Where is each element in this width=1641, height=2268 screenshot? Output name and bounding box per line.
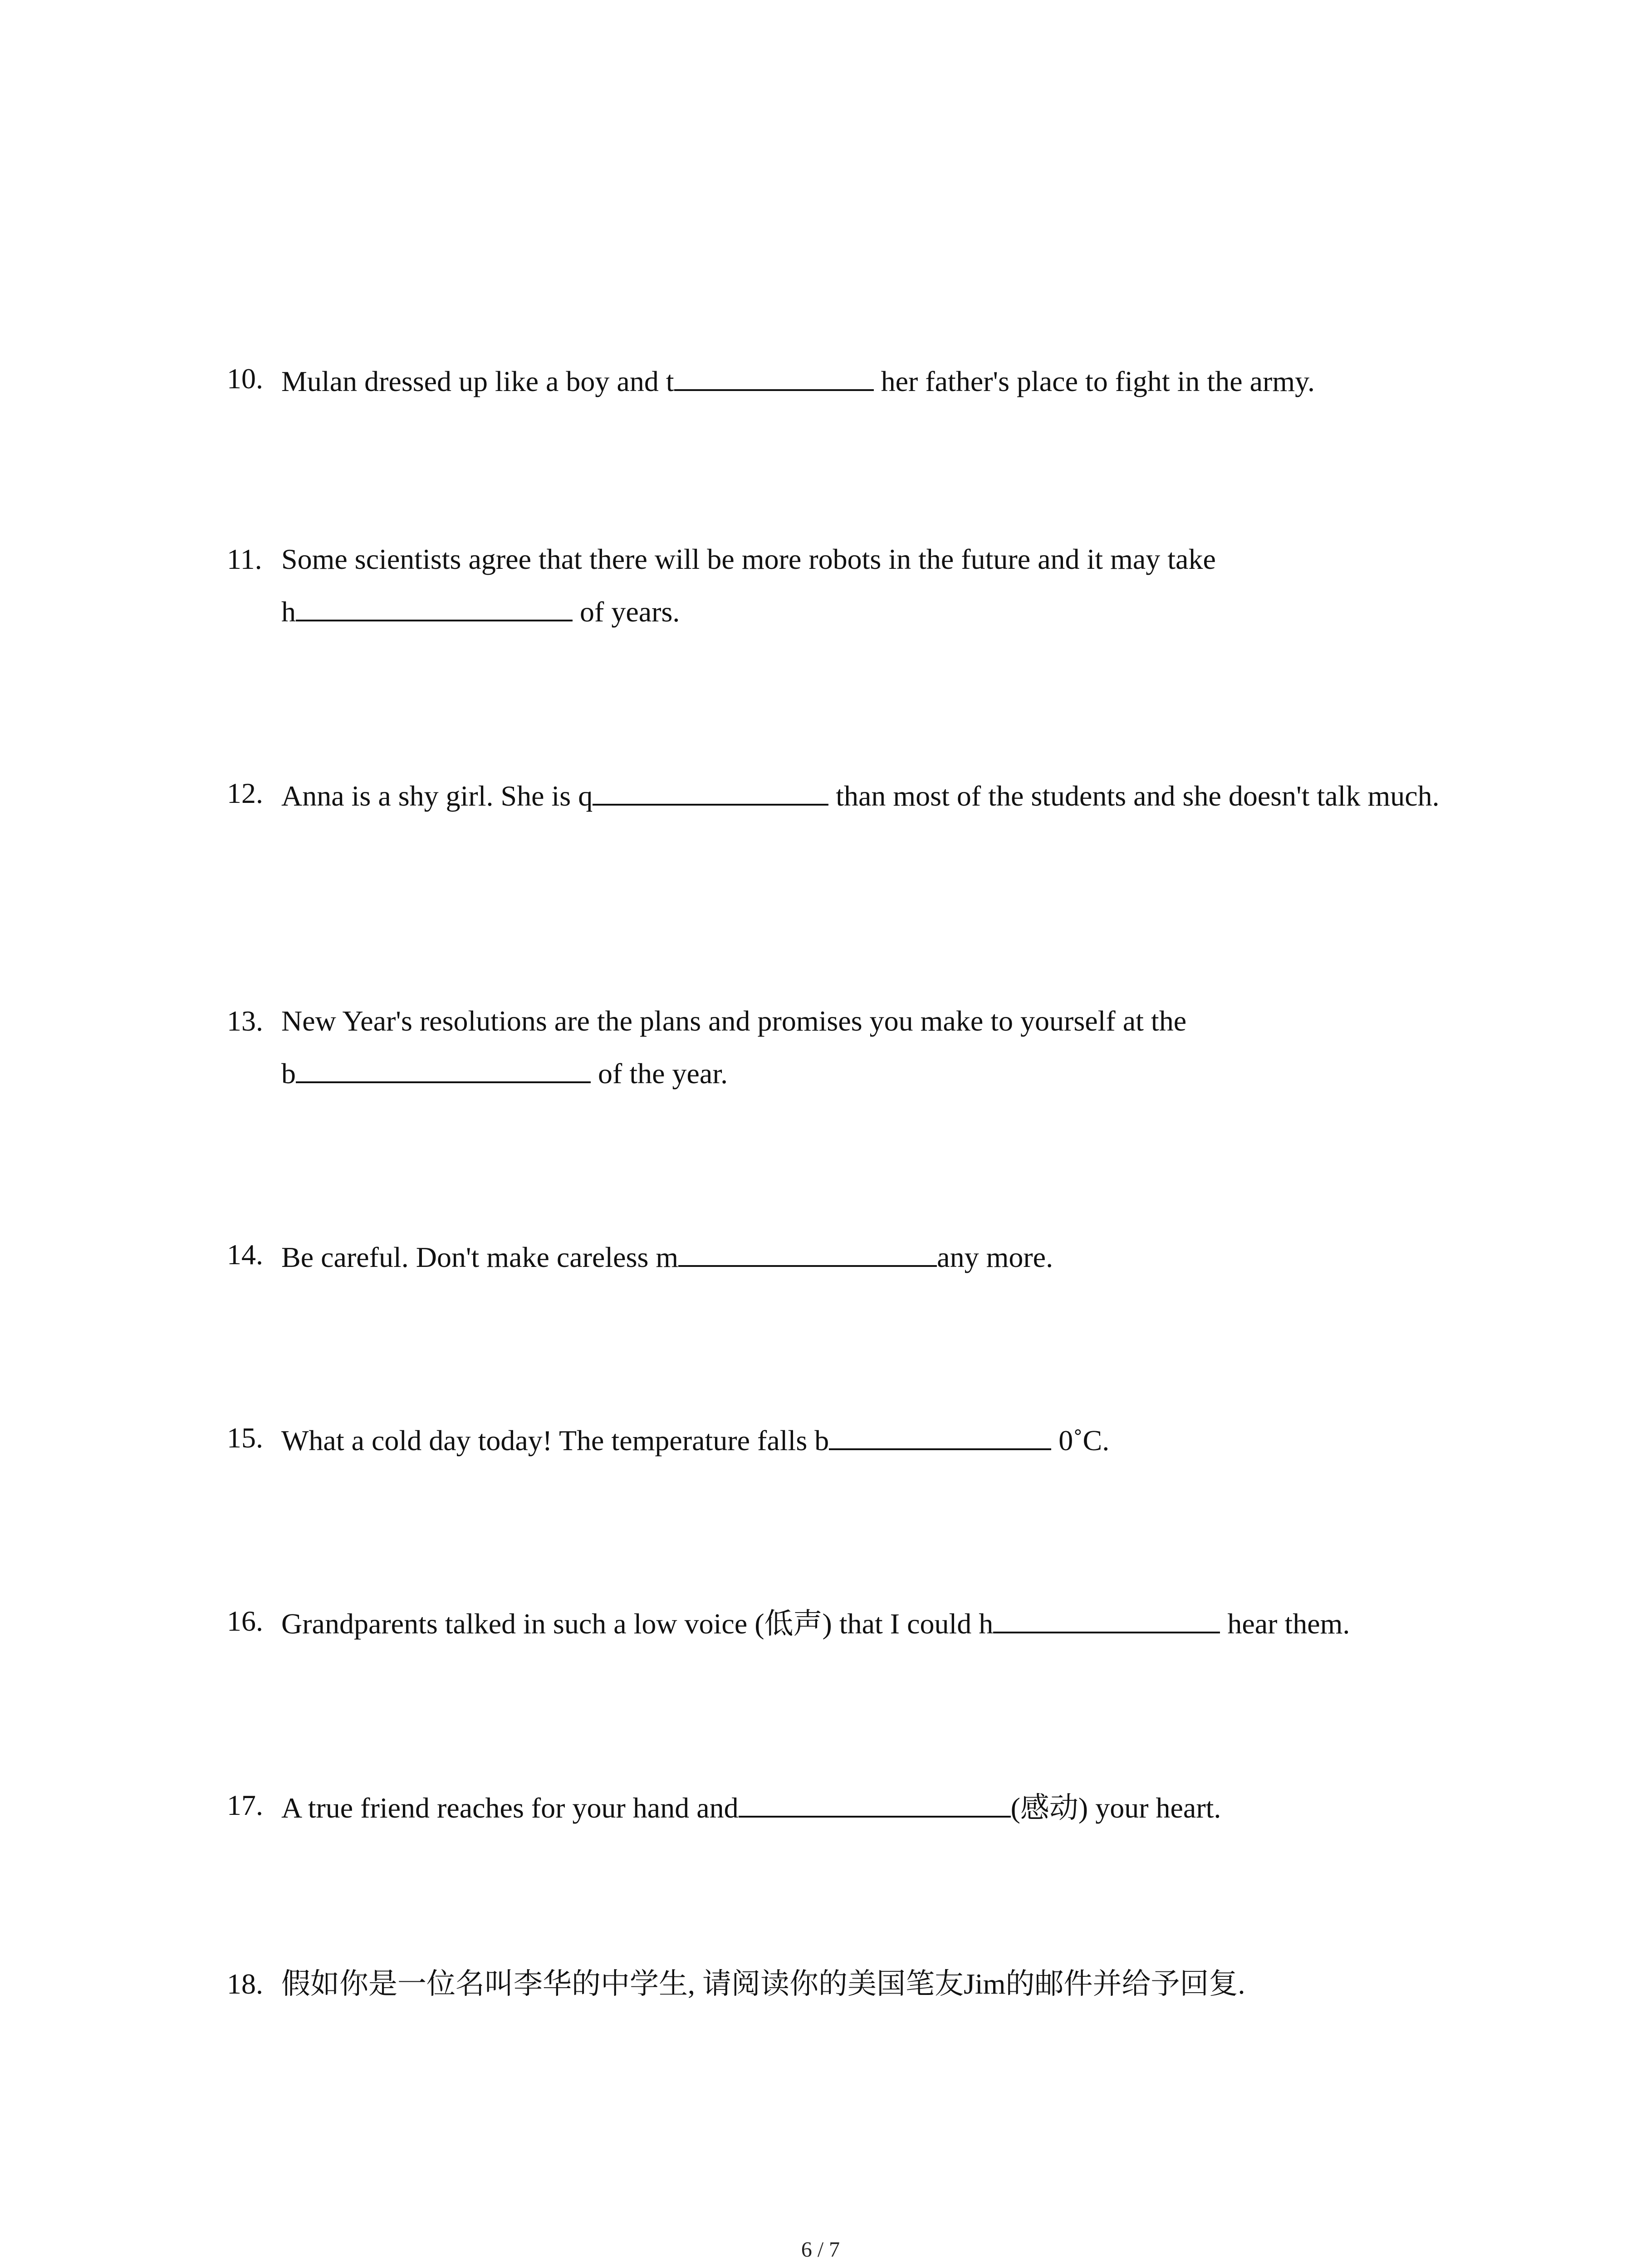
question-number: 14.: [227, 1238, 263, 1271]
question-text: Anna is a shy girl. She is q: [281, 780, 593, 812]
question-10: [227, 354, 1461, 406]
answer-blank[interactable]: [593, 768, 828, 806]
question-14: [227, 1230, 1461, 1282]
answer-blank[interactable]: [674, 354, 874, 391]
question-text: 0˚C.: [1051, 1424, 1110, 1457]
question-text: (感动) your heart.: [1010, 1792, 1221, 1824]
question-text: What a cold day today! The temperature falls b: [281, 1424, 829, 1457]
question-text: h: [281, 596, 296, 628]
question-17: [227, 1780, 1461, 1833]
question-number: 13.: [227, 1005, 263, 1037]
question-15: [227, 1413, 1461, 1466]
question-text: Some scientists agree that there will be more robots in the future and it may take: [281, 543, 1216, 575]
question-text: 假如你是一位名叫李华的中学生, 请阅读你的美国笔友Jim的邮件并给予回复.: [281, 1968, 1245, 2000]
question-text: of the year.: [591, 1057, 728, 1090]
question-text: than most of the students and she doesn't talk much.: [828, 780, 1440, 812]
question-text: any more.: [937, 1241, 1053, 1273]
question-11: [227, 534, 1461, 637]
question-number: 11.: [227, 543, 262, 575]
question-18: [227, 1959, 1461, 2009]
question-number: 12.: [227, 777, 263, 809]
question-13: [227, 996, 1461, 1099]
question-text: b: [281, 1057, 296, 1090]
question-text: Be careful. Don't make careless m: [281, 1241, 679, 1273]
question-text: Mulan dressed up like a boy and t: [281, 365, 674, 397]
question-number: 16.: [227, 1605, 263, 1637]
answer-blank[interactable]: [296, 1046, 591, 1083]
question-number: 18.: [227, 1968, 263, 2000]
answer-blank[interactable]: [739, 1780, 1011, 1818]
answer-blank[interactable]: [678, 1230, 937, 1267]
question-12: [227, 768, 1461, 821]
answer-blank[interactable]: [993, 1596, 1220, 1633]
answer-blank[interactable]: [296, 584, 573, 621]
answer-blank[interactable]: [829, 1413, 1051, 1450]
question-text: A true friend reaches for your hand and: [281, 1792, 739, 1824]
question-number: 17.: [227, 1789, 263, 1821]
question-16: [227, 1596, 1461, 1649]
question-text: of years.: [573, 596, 680, 628]
question-number: 10.: [227, 362, 263, 395]
question-text: Grandparents talked in such a low voice (低声) that I could h: [281, 1608, 994, 1640]
question-text: New Year's resolutions are the plans and promises you make to yourself at the: [281, 1005, 1187, 1037]
question-number: 15.: [227, 1422, 263, 1454]
question-text: her father's place to fight in the army.: [873, 365, 1315, 397]
page-number: 6 / 7: [801, 2238, 840, 2262]
question-text: hear them.: [1220, 1608, 1350, 1640]
